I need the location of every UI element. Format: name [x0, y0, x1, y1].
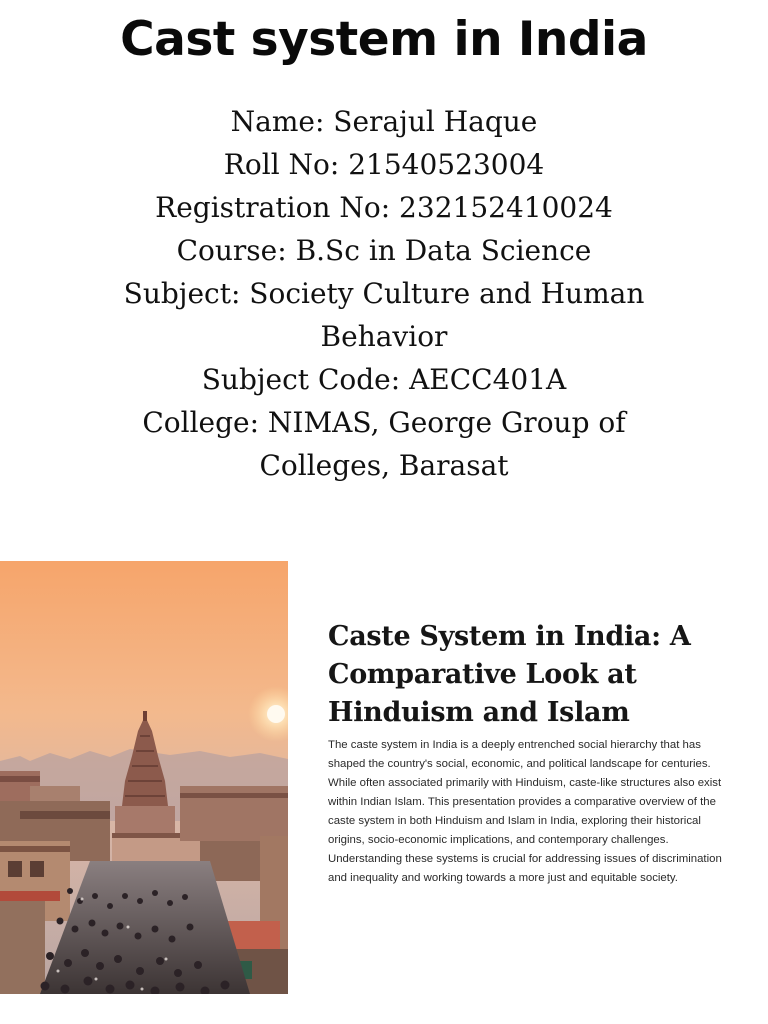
subject: Subject: Society Culture and Human Behavior	[123, 277, 645, 353]
roll-number: Roll No: 21540523004	[223, 148, 545, 181]
subject-code: Subject Code: AECC401A	[201, 363, 567, 396]
student-name: Name: Serajul Haque	[230, 105, 538, 138]
course: Course: B.Sc in Data Science	[176, 234, 592, 267]
section-heading: Caste System in India: A Comparative Look at Hinduism and Islam	[328, 621, 691, 728]
section-body: The caste system in India is a deeply entrenched social hierarchy that has shaped the country's social, economic, and political landscape for centuries. While often associated primarily with Hinduism, caste-like structures also exist within Indian Islam. This presentation provides a comparative overview of the caste system in both Hinduism and Islam in India, exploring their historical origins, socio-economic implications, and contemporary challenges. Understanding these systems is crucial for addressing issues of discrimination and inequality and working towards a more just and equitable society.	[328, 739, 722, 884]
temple-city-photo	[0, 561, 288, 994]
document-title: Cast system in India	[120, 12, 648, 67]
registration-number: Registration No: 232152410024	[155, 191, 613, 224]
student-info-block	[110, 100, 658, 487]
college: College: NIMAS, George Group of Colleges, Barasat	[142, 406, 626, 482]
